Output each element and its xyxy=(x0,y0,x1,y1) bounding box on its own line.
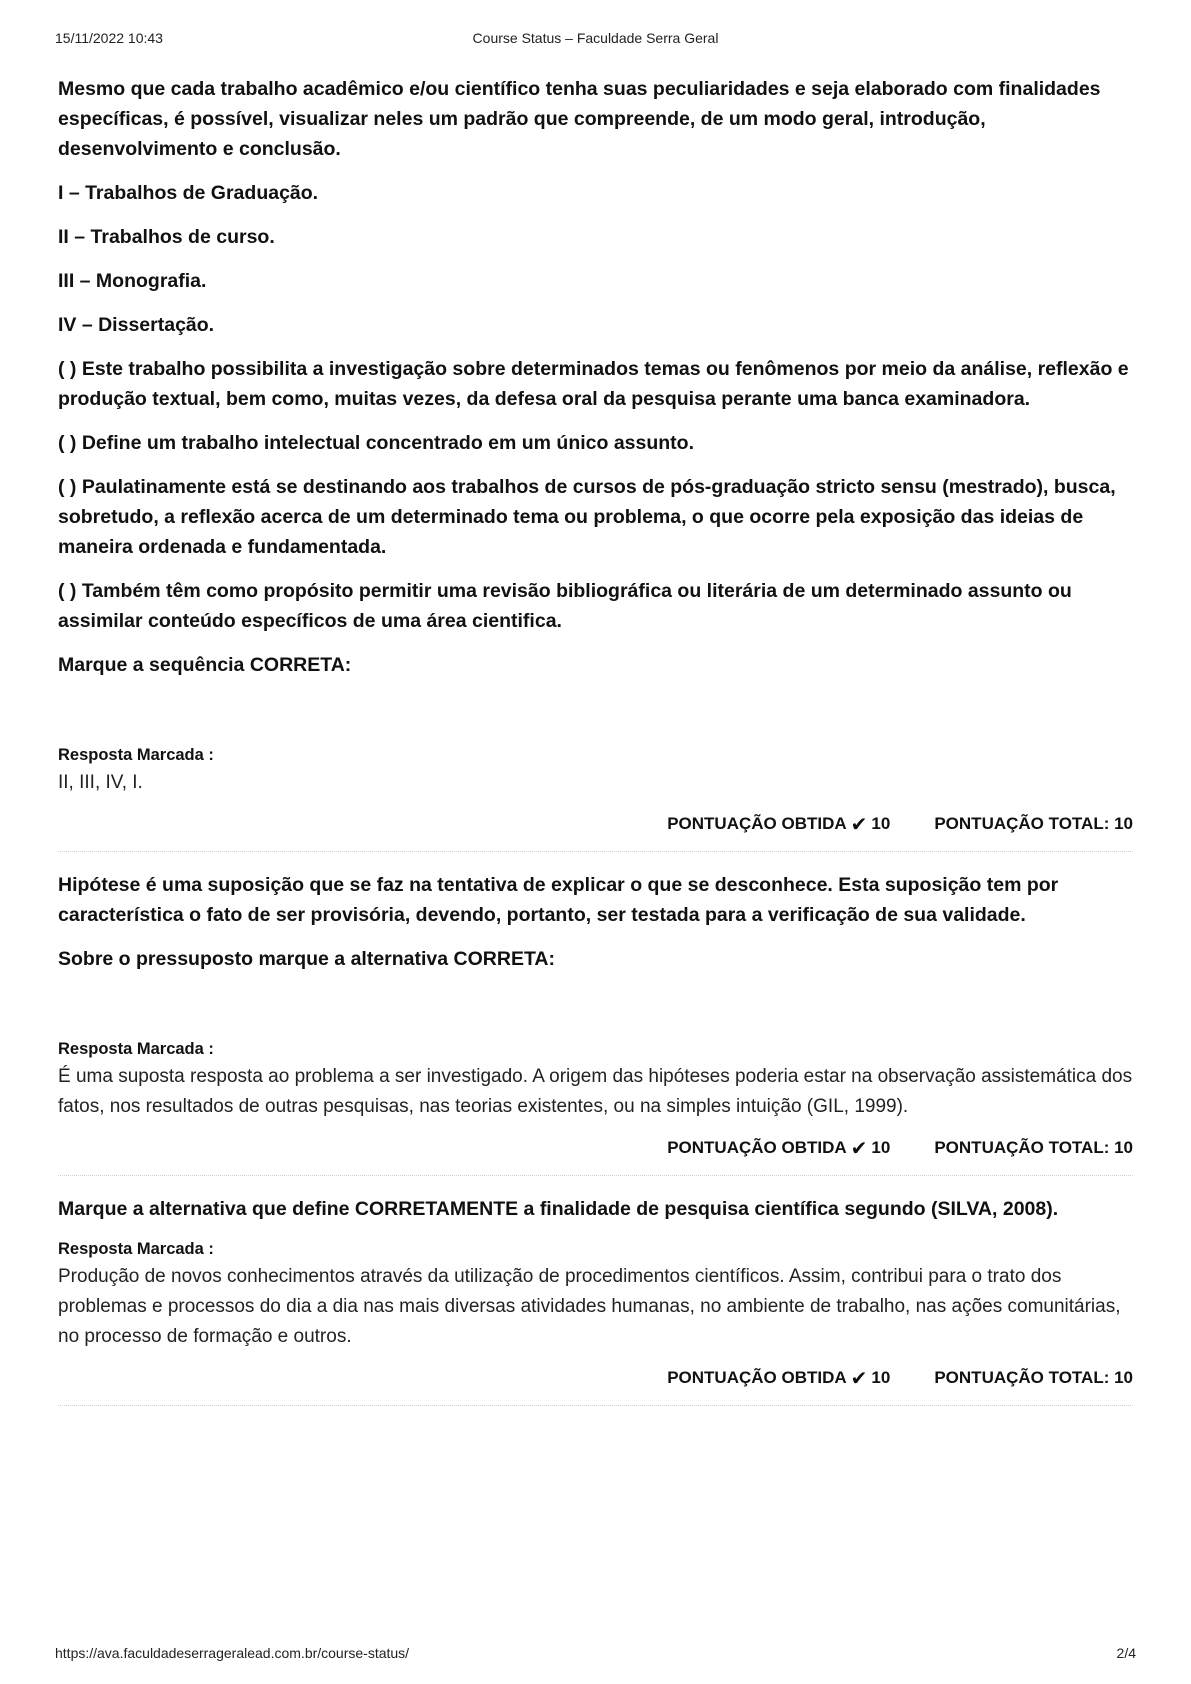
score-obtained-value: 10 xyxy=(871,1368,891,1387)
answer-value: É uma suposta resposta ao problema a ser investigado. A origem das hipóteses poderia estar na observação assistemática dos fatos, nos resultados de outras pesquisas, nas teorias existentes, ou na simples intuição (GIL, 1999). xyxy=(58,1066,1133,1117)
question-text: Mesmo que cada trabalho acadêmico e/ou científico tenha suas peculiaridades e seja elaborado com finalidades específicas, é possível, visualizar neles um padrão que compreende, de um modo geral, introdução, desenvolvimento e conclusão. xyxy=(58,78,1101,160)
question-item: IV – Dissertação. xyxy=(58,314,215,336)
score-obtained xyxy=(667,1366,890,1391)
score-row xyxy=(58,812,1133,836)
score-obtained-value: 10 xyxy=(871,814,891,833)
answer-label: Resposta Marcada : xyxy=(58,746,214,764)
divider xyxy=(58,1405,1133,1406)
score-row xyxy=(58,1136,1133,1160)
check-icon: ✔ xyxy=(850,1137,868,1160)
print-header xyxy=(55,30,1136,50)
question-statement: ( ) Define um trabalho intelectual concentrado em um único assunto. xyxy=(58,432,695,454)
question-block xyxy=(58,1194,1133,1406)
question-statement: ( ) Paulatinamente está se destinando aos trabalhos de cursos de pós-graduação stricto sensu (mestrado), busca, sobretudo, a reflexão acerca de um determinado tema ou problema, o que ocorre pela exposição das ideias de maneira ordenada e fundamentada. xyxy=(58,476,1116,558)
question-text: Marque a alternativa que define CORRETAMENTE a finalidade de pesquisa científica segundo (SILVA, 2008). xyxy=(58,1198,1059,1220)
question-text: Hipótese é uma suposição que se faz na tentativa de explicar o que se desconhece. Esta suposição tem por característica o fato de ser provisória, devendo, portanto, ser testada para a verificação de sua validade. xyxy=(58,874,1059,926)
score-obtained xyxy=(667,812,890,837)
check-icon: ✔ xyxy=(850,813,868,836)
page-title: Course Status – Faculdade Serra Geral xyxy=(472,30,719,46)
question-statement: ( ) Também têm como propósito permitir uma revisão bibliográfica ou literária de um determinado assunto ou assimilar conteúdo específicos de uma área cientifica. xyxy=(58,580,1072,632)
answer-label: Resposta Marcada : xyxy=(58,1040,214,1058)
question-block xyxy=(58,74,1133,852)
question-statement: ( ) Este trabalho possibilita a investigação sobre determinados temas ou fenômenos por meio da análise, reflexão e produção textual, bem como, muitas vezes, da defesa oral da pesquisa perante uma banca examinadora. xyxy=(58,358,1129,410)
answer-value: Produção de novos conhecimentos através da utilização de procedimentos científicos. Assim, contribui para o trato dos problemas e processos do dia a dia nas mais diversas atividades humanas, no ambiente de trabalho, nas ações comunitárias, no processo de formação e outros. xyxy=(58,1266,1121,1347)
answer-value: II, III, IV, I. xyxy=(58,772,143,793)
question-item: I – Trabalhos de Graduação. xyxy=(58,182,319,204)
question-item: III – Monografia. xyxy=(58,270,207,292)
check-icon: ✔ xyxy=(850,1367,868,1390)
score-obtained-label: PONTUAÇÃO OBTIDA xyxy=(667,814,847,833)
question-prompt: Sobre o pressuposto marque a alternativa CORRETA: xyxy=(58,948,555,970)
score-row xyxy=(58,1366,1133,1390)
score-obtained-label: PONTUAÇÃO OBTIDA xyxy=(667,1138,847,1157)
score-obtained-label: PONTUAÇÃO OBTIDA xyxy=(667,1368,847,1387)
answer-label: Resposta Marcada : xyxy=(58,1240,214,1258)
score-total: PONTUAÇÃO TOTAL: 10 xyxy=(934,1368,1133,1387)
print-footer xyxy=(55,1645,1136,1665)
score-obtained xyxy=(667,1136,890,1161)
question-block xyxy=(58,870,1133,1176)
page-number: 2/4 xyxy=(1116,1645,1136,1661)
question-item: II – Trabalhos de curso. xyxy=(58,226,275,248)
course-status-content xyxy=(58,74,1133,1424)
question-prompt: Marque a sequência CORRETA: xyxy=(58,654,352,676)
score-total: PONTUAÇÃO TOTAL: 10 xyxy=(934,814,1133,833)
divider xyxy=(58,851,1133,852)
score-obtained-value: 10 xyxy=(871,1138,891,1157)
divider xyxy=(58,1175,1133,1176)
print-datetime: 15/11/2022 10:43 xyxy=(55,30,163,46)
score-total: PONTUAÇÃO TOTAL: 10 xyxy=(934,1138,1133,1157)
page-url: https://ava.faculdadeserrageralead.com.br/course-status/ xyxy=(55,1645,410,1661)
